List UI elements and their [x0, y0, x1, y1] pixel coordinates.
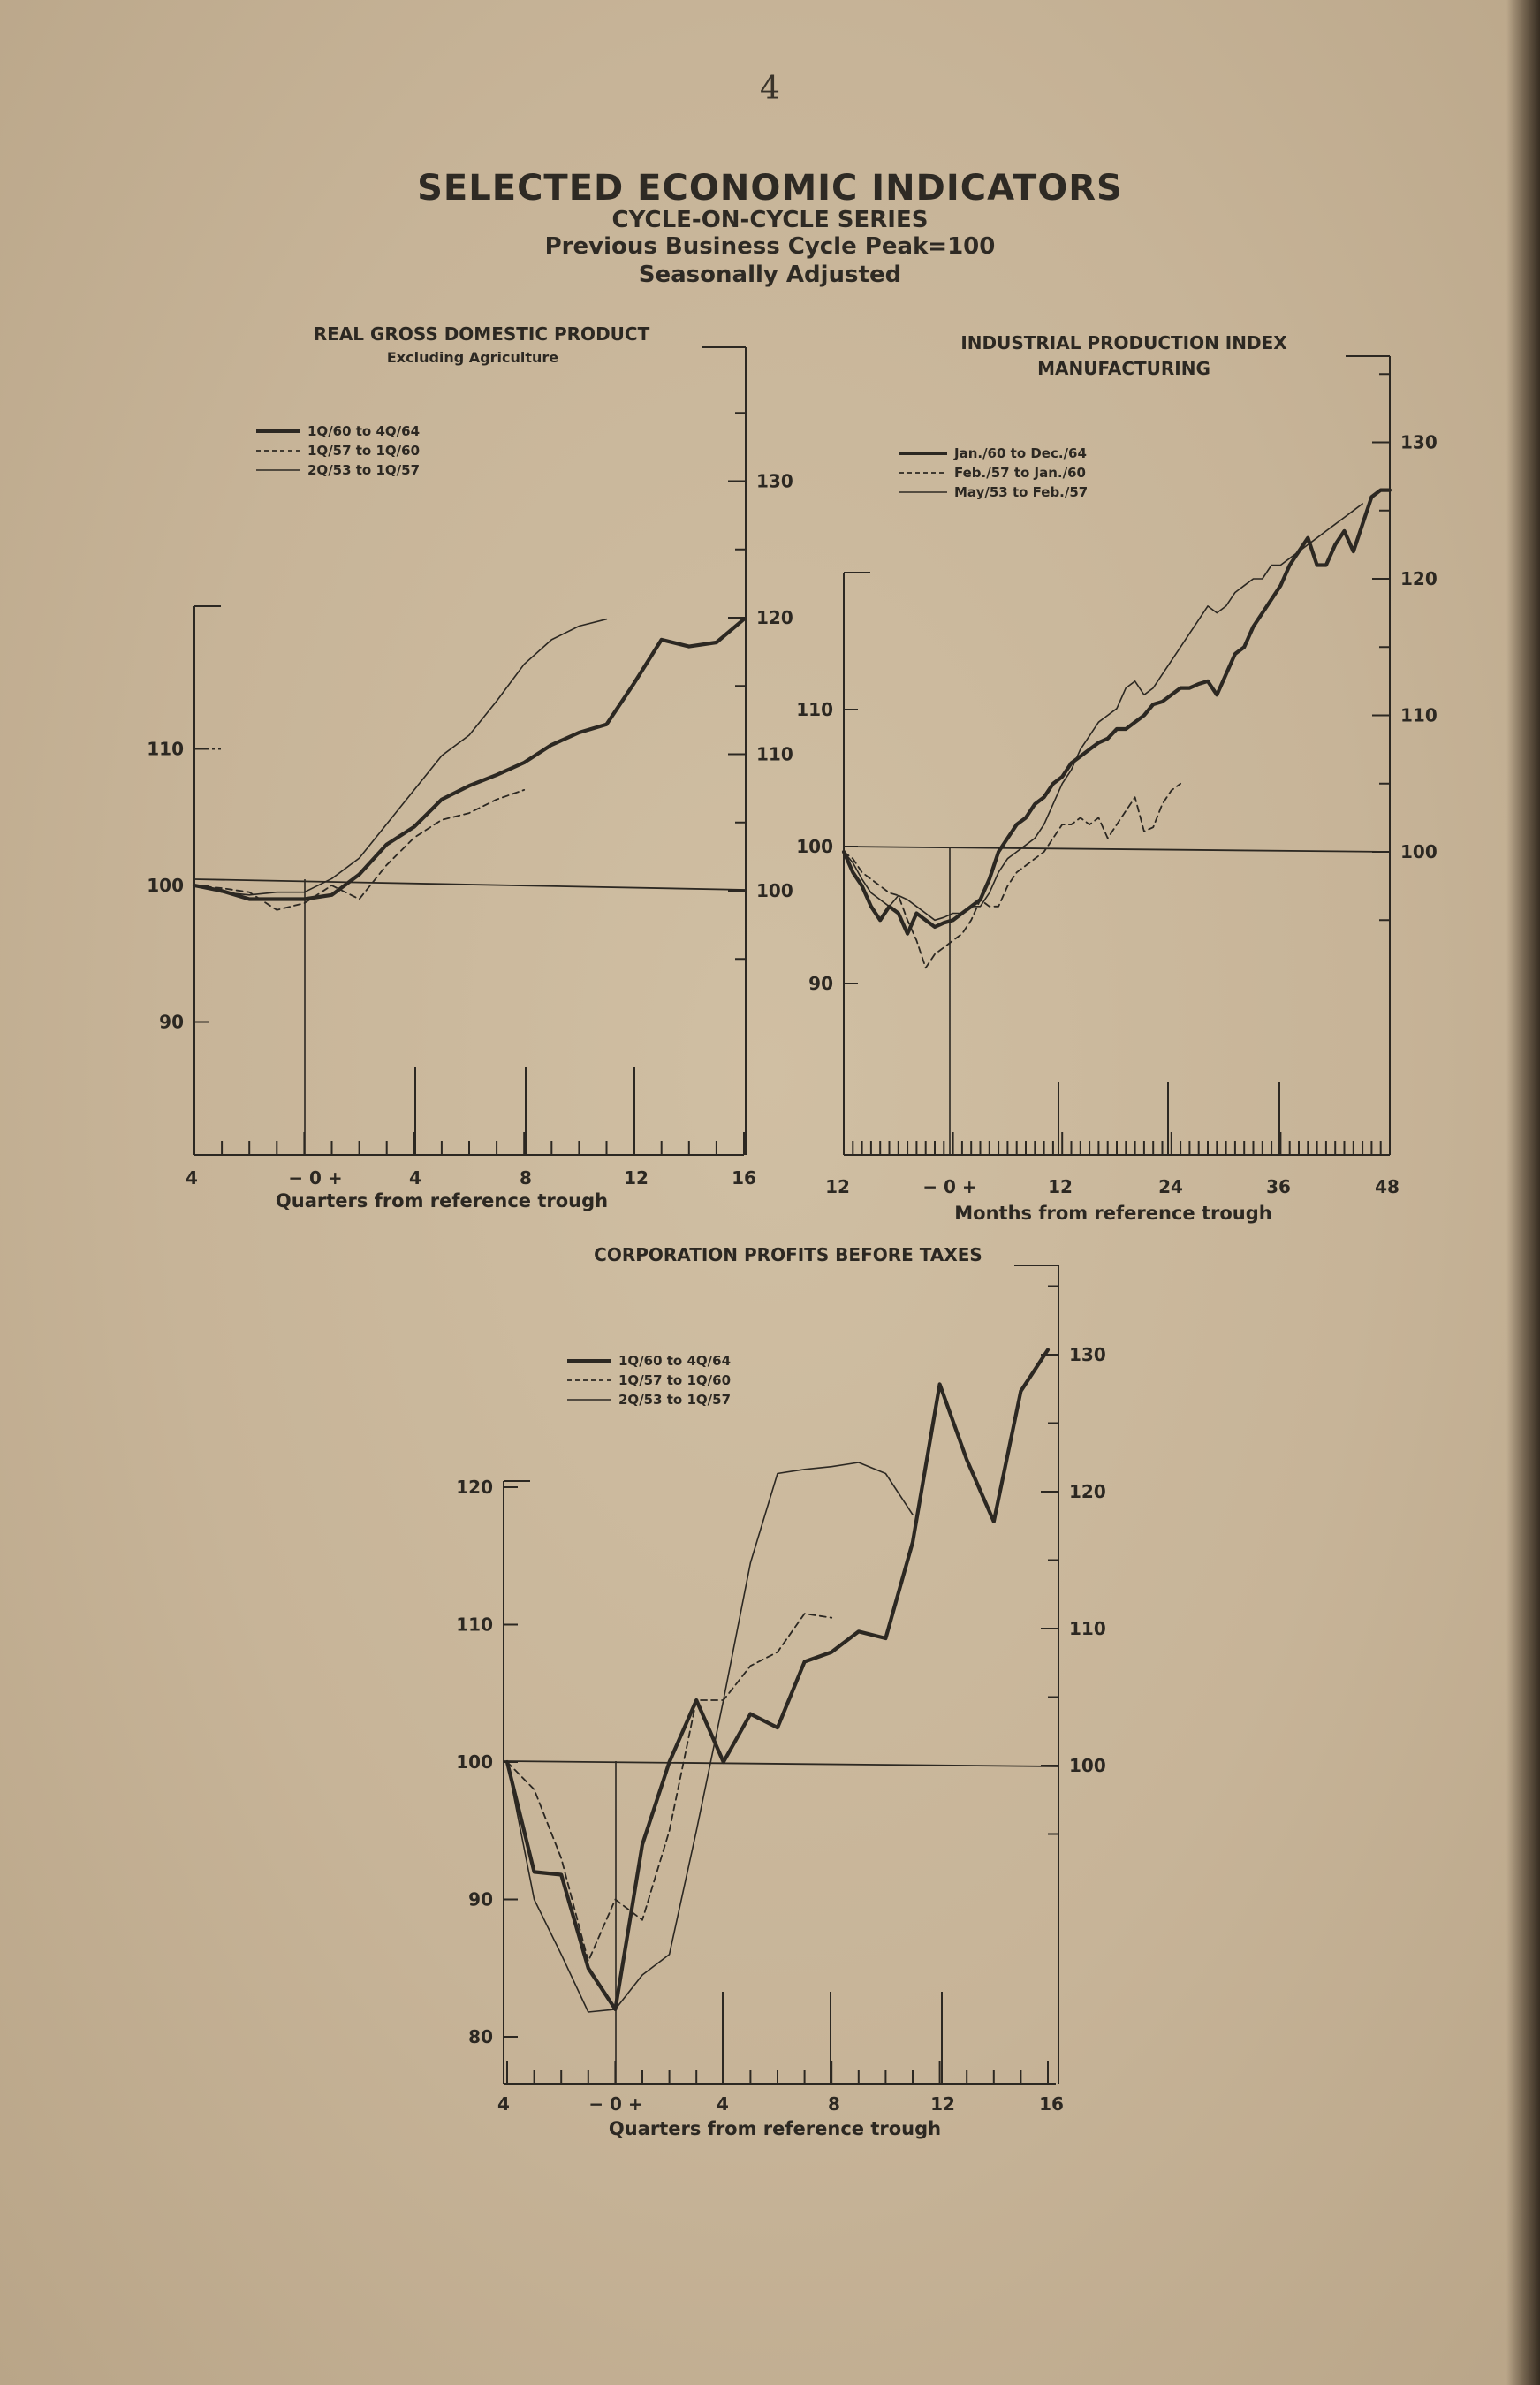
- profits-x-tick-label: 16: [1039, 2093, 1064, 2115]
- gdp-left-tick-label: 90: [159, 1011, 184, 1033]
- profits-x-tick-label: 8: [828, 2093, 840, 2115]
- gdp-x-tick-label: 4: [186, 1167, 198, 1189]
- ipi-left-tick-label: 100: [796, 836, 833, 857]
- ipi-legend-label: Jan./60 to Dec./64: [954, 445, 1087, 461]
- profits-x-axis-title: Quarters from reference trough: [608, 2118, 942, 2139]
- ipi-x-tick-label: 24: [1158, 1176, 1183, 1197]
- profits-series-dashed: [507, 1614, 831, 1961]
- profits-left-tick-label: 120: [456, 1477, 493, 1498]
- profits-x-tick-label: 4: [717, 2093, 729, 2115]
- ipi-peak-baseline: [844, 847, 1390, 852]
- profits-left-tick-label: 110: [456, 1614, 493, 1636]
- subtitle-adjusted: Seasonally Adjusted: [638, 262, 902, 288]
- profits-right-tick-label: 110: [1069, 1618, 1106, 1639]
- page-number: 4: [760, 71, 780, 107]
- ipi-x-tick-label: 12: [1048, 1176, 1073, 1197]
- ipi-series-dashed: [844, 784, 1180, 968]
- gdp-right-tick-label: 130: [756, 470, 793, 492]
- gdp-series-thin: [194, 619, 607, 895]
- profits-legend-label: 2Q/53 to 1Q/57: [618, 1392, 732, 1408]
- gdp-legend-label: 1Q/57 to 1Q/60: [307, 443, 421, 459]
- gdp-x-axis-title: Quarters from reference trough: [275, 1190, 609, 1211]
- gdp-peak-baseline: [194, 879, 746, 890]
- subtitle-series: CYCLE-ON-CYCLE SERIES: [611, 207, 929, 233]
- profits-x-tick-label: 4: [497, 2093, 510, 2115]
- ipi-x-tick-label: − 0 +: [922, 1176, 977, 1197]
- profits-series-thin: [507, 1462, 913, 2012]
- ipi-right-tick-label: 120: [1400, 568, 1438, 589]
- ipi-series-thin: [844, 504, 1362, 920]
- profits-left-tick-label: 80: [468, 2026, 493, 2047]
- gdp-left-tick-label: 100: [147, 875, 184, 896]
- main-title: SELECTED ECONOMIC INDICATORS: [417, 168, 1123, 209]
- profits-right-tick-label: 120: [1069, 1481, 1106, 1502]
- gdp-series-dashed: [194, 790, 524, 910]
- ipi-chart-subtitle: MANUFACTURING: [1037, 358, 1210, 379]
- gdp-right-tick-label: 120: [756, 607, 793, 628]
- ipi-x-tick-label: 12: [825, 1176, 850, 1197]
- gdp-x-tick-label: − 0 +: [288, 1167, 343, 1189]
- subtitle-base: Previous Business Cycle Peak=100: [544, 233, 996, 260]
- profits-peak-baseline: [504, 1761, 1058, 1766]
- gdp-legend-label: 1Q/60 to 4Q/64: [307, 423, 421, 439]
- gdp-series-thick: [194, 619, 744, 900]
- gdp-chart-subtitle: Excluding Agriculture: [386, 349, 559, 366]
- ipi-chart-title: INDUSTRIAL PRODUCTION INDEX: [960, 332, 1287, 353]
- profits-x-tick-label: 12: [930, 2093, 955, 2115]
- profits-right-tick-label: 100: [1069, 1755, 1106, 1776]
- ipi-legend-label: May/53 to Feb./57: [954, 484, 1089, 500]
- gdp-right-tick-label: 100: [756, 880, 793, 901]
- ipi-left-tick-label: 110: [796, 699, 833, 720]
- ipi-right-tick-label: 100: [1400, 841, 1438, 862]
- profits-right-tick-label: 130: [1069, 1344, 1106, 1365]
- ipi-legend-label: Feb./57 to Jan./60: [954, 465, 1086, 481]
- ipi-x-tick-label: 48: [1375, 1176, 1400, 1197]
- profits-chart-title: CORPORATION PROFITS BEFORE TAXES: [594, 1244, 982, 1265]
- ipi-x-tick-label: 36: [1266, 1176, 1291, 1197]
- profits-left-tick-label: 90: [468, 1888, 493, 1910]
- gdp-left-tick-label: 110: [147, 738, 184, 760]
- ipi-right-tick-label: 130: [1400, 431, 1438, 453]
- gdp-x-tick-label: 12: [624, 1167, 649, 1189]
- gdp-x-tick-label: 8: [520, 1167, 532, 1189]
- profits-series-thick: [507, 1350, 1048, 2009]
- ipi-left-tick-label: 90: [808, 973, 833, 994]
- profits-legend-label: 1Q/60 to 4Q/64: [618, 1353, 732, 1369]
- ipi-x-axis-title: Months from reference trough: [954, 1203, 1272, 1224]
- profits-legend-label: 1Q/57 to 1Q/60: [618, 1372, 732, 1388]
- gdp-x-tick-label: 4: [409, 1167, 421, 1189]
- gdp-right-tick-label: 110: [756, 743, 793, 765]
- ipi-series-thick: [844, 490, 1390, 934]
- profits-left-tick-label: 100: [456, 1751, 493, 1773]
- gdp-x-tick-label: 16: [732, 1167, 756, 1189]
- ipi-right-tick-label: 110: [1400, 704, 1438, 726]
- gdp-legend-label: 2Q/53 to 1Q/57: [307, 462, 421, 478]
- profits-x-tick-label: − 0 +: [588, 2093, 643, 2115]
- gdp-chart-title: REAL GROSS DOMESTIC PRODUCT: [313, 323, 650, 345]
